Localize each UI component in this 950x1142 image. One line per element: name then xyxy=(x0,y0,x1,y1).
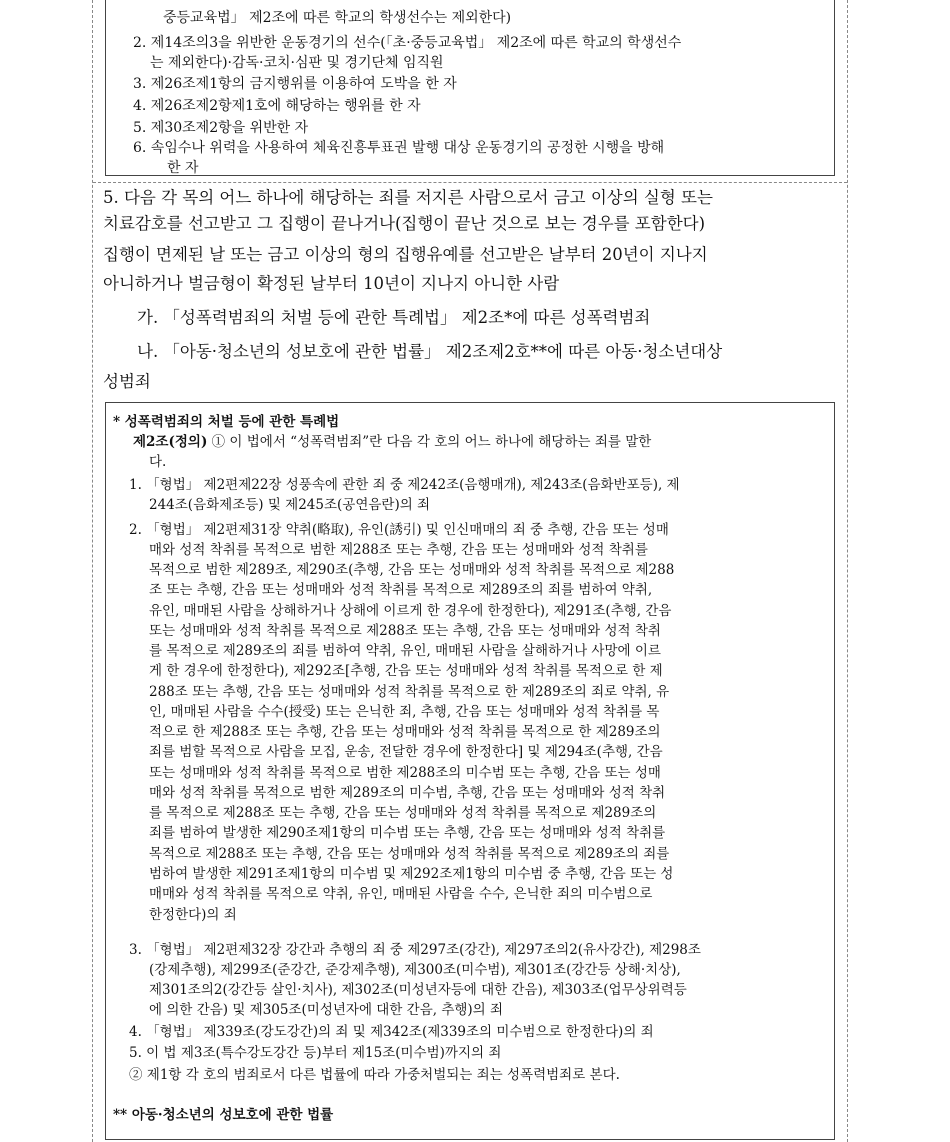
top-box-item-5: 5. 제30조제2항을 위반한 자 xyxy=(133,120,309,136)
footnote-line: 매와 성적 착취를 목적으로 범한 제289조의 미수범, 추행, 간음 또는 성매매와 성적 착취 xyxy=(149,785,666,801)
main-line-4: 아니하거나 벌금형이 확정된 날부터 10년이 지나지 아니한 사람 xyxy=(103,274,560,293)
footnote-line: ② 제1항 각 호의 범죄로서 다른 법률에 따라 가중처벌되는 죄는 성폭력범죄로 본다. xyxy=(129,1067,620,1083)
footnote-line: 4. 「형법」 제339조(강도강간)의 죄 및 제342조(제339조의 미수범으로 한정한다)의 죄 xyxy=(129,1024,654,1040)
top-box-item-4: 4. 제26조제2항제1호에 해당하는 행위를 한 자 xyxy=(133,98,421,114)
top-box-item-2-cont: 는 제외한다)·감독·코치·심판 및 경기단체 임직원 xyxy=(150,55,444,71)
footnote-line: 인, 매매된 사람을 수수(授受) 또는 은닉한 죄, 추행, 간음 또는 성매매와 성적 착취를 목 xyxy=(149,704,660,720)
top-box-item-3: 3. 제26조제1항의 금지행위를 이용하여 도박을 한 자 xyxy=(133,76,457,92)
footnote-line: 244조(음화제조등) 및 제245조(공연음란)의 죄 xyxy=(149,497,431,513)
footnote-line: 유인, 매매된 사람을 상해하거나 상해에 이르게 한 경우에 한정한다), 제291조(추행, 간음 xyxy=(149,603,672,619)
item-na-cont: 성범죄 xyxy=(103,372,151,391)
footnote-line: 한정한다)의 죄 xyxy=(149,907,237,923)
footnote-line: 매와 성적 착취를 목적으로 범한 제288조 또는 추행, 간음 또는 성매매와 성적 착취를 xyxy=(149,542,648,558)
footnote-title-2: ** 아동·청소년의 성보호에 관한 법률 xyxy=(113,1107,334,1123)
footnote-line: 5. 이 법 제3조(특수강도강간 등)부터 제15조(미수범)까지의 죄 xyxy=(129,1045,502,1061)
footnote-line: 적으로 한 제288조 또는 추행, 간음 또는 성매매와 성적 착취를 목적으로 한 제289조의 xyxy=(149,724,661,740)
item-na: 나. 「아동·청소년의 성보호에 관한 법률」 제2조제2호**에 따른 아동·청소년대상 xyxy=(137,342,723,361)
top-box-item-6: 6. 속임수나 위력을 사용하여 체육진흥투표권 발행 대상 운동경기의 공정한 시행을 방해 xyxy=(133,140,665,156)
footnote-line: 2. 「형법」 제2편제31장 약취(略取), 유인(誘引) 및 인신매매의 죄 중 추행, 간음 또는 성매 xyxy=(129,522,669,538)
footnote-line: 또는 성매매와 성적 착취를 목적으로 제288조 또는 추행, 간음 또는 성매매와 성적 착취 xyxy=(149,623,661,639)
footnote-line: 3. 「형법」 제2편제32장 강간과 추행의 죄 중 제297조(강간), 제297조의2(유사강간), 제298조 xyxy=(129,942,701,958)
footnote-line: 범하여 발생한 제291조제1항의 미수범 및 제292조제1항의 미수범 중 추행, 간음 또는 성 xyxy=(149,866,674,882)
footnote-line: 를 목적으로 제288조 또는 추행, 간음 또는 성매매와 성적 착취를 목적으로 제289조의 xyxy=(149,805,657,821)
footnote-line: 1. 「형법」 제2편제22장 성풍속에 관한 죄 중 제242조(음행매개), 제243조(음화반포등), 제 xyxy=(129,477,680,493)
footnote-line: 를 목적으로 제289조의 죄를 범하여 약취, 유인, 매매된 사람을 살해하거나 사망에 이르 xyxy=(149,643,661,659)
footnote-line: 목적으로 범한 제289조, 제290조(추행, 간음 또는 성매매와 성적 착취를 목적으로 제288 xyxy=(149,562,675,578)
divider xyxy=(93,182,847,183)
top-box-line-0: 중등교육법」 제2조에 따른 학교의 학생선수는 제외한다) xyxy=(163,10,512,26)
footnote-line: 게 한 경우에 한정한다), 제292조[추행, 간음 또는 성매매와 성적 착취를 목적으로 한 제 xyxy=(149,663,663,679)
footnote-line: 조 또는 추행, 간음 또는 성매매와 성적 착취를 목적으로 제289조의 죄를 범하여 약취, xyxy=(149,582,653,598)
main-line-1: 5. 다음 각 목의 어느 하나에 해당하는 죄를 저지른 사람으로서 금고 이상의 실형 또는 xyxy=(103,188,713,207)
item-ga: 가. 「성폭력범죄의 처벌 등에 관한 특례법」 제2조*에 따른 성폭력범죄 xyxy=(137,308,651,327)
footnote-line: 죄를 범할 목적으로 사람을 모집, 운송, 전달한 경우에 한정한다] 및 제294조(추행, 간음 xyxy=(149,744,663,760)
footnote-line: 매매와 성적 착취를 목적으로 약취, 유인, 매매된 사람을 수수, 은닉한 죄의 미수범으로 xyxy=(149,886,653,902)
footnote-line: 에 의한 간음) 및 제305조(미성년자에 대한 간음, 추행)의 죄 xyxy=(149,1002,504,1018)
top-box-item-2: 2. 제14조의3을 위반한 운동경기의 선수(「초·중등교육법」 제2조에 따른 학교의 학생선수 xyxy=(133,35,682,51)
footnote-line: 또는 성매매와 성적 착취를 목적으로 범한 제288조의 미수범 또는 추행, 간음 또는 성매 xyxy=(149,765,661,781)
footnote-line: 죄를 범하여 발생한 제290조제1항의 미수범 또는 추행, 간음 또는 성매매와 성적 착취를 xyxy=(149,825,666,841)
article-2-text: ① 이 법에서 “성폭력범죄”란 다음 각 호의 어느 하나에 해당하는 죄를 말한 xyxy=(207,434,652,450)
main-line-3: 집행이 면제된 날 또는 금고 이상의 형의 집행유예를 선고받은 날부터 20년이 지나지 xyxy=(103,245,708,264)
article-2-cont: 다. xyxy=(149,454,167,470)
article-2-heading xyxy=(133,432,651,452)
footnote-line: 목적으로 제288조 또는 추행, 간음 또는 성매매와 성적 착취를 목적으로 제289조의 죄를 xyxy=(149,846,670,862)
footnote-line: 제301조의2(강간등 살인·치사), 제302조(미성년자등에 대한 간음), 제303조(업무상위력등 xyxy=(149,982,687,998)
main-line-2: 치료감호를 선고받고 그 집행이 끝나거나(집행이 끝난 것으로 보는 경우를 포함한다) xyxy=(103,214,706,233)
document-page xyxy=(92,0,848,1142)
footnote-title-1: * 성폭력범죄의 처벌 등에 관한 특례법 xyxy=(113,414,340,430)
top-box-item-6-cont: 한 자 xyxy=(167,160,199,176)
footnote-line: (강제추행), 제299조(준강간, 준강제추행), 제300조(미수범), 제301조(강간등 상해·치상), xyxy=(149,962,681,978)
footnote-line: 288조 또는 추행, 간음 또는 성매매와 성적 착취를 목적으로 한 제289조의 죄로 약취, 유 xyxy=(149,684,670,700)
article-2-label: 제2조(정의) xyxy=(133,434,208,450)
